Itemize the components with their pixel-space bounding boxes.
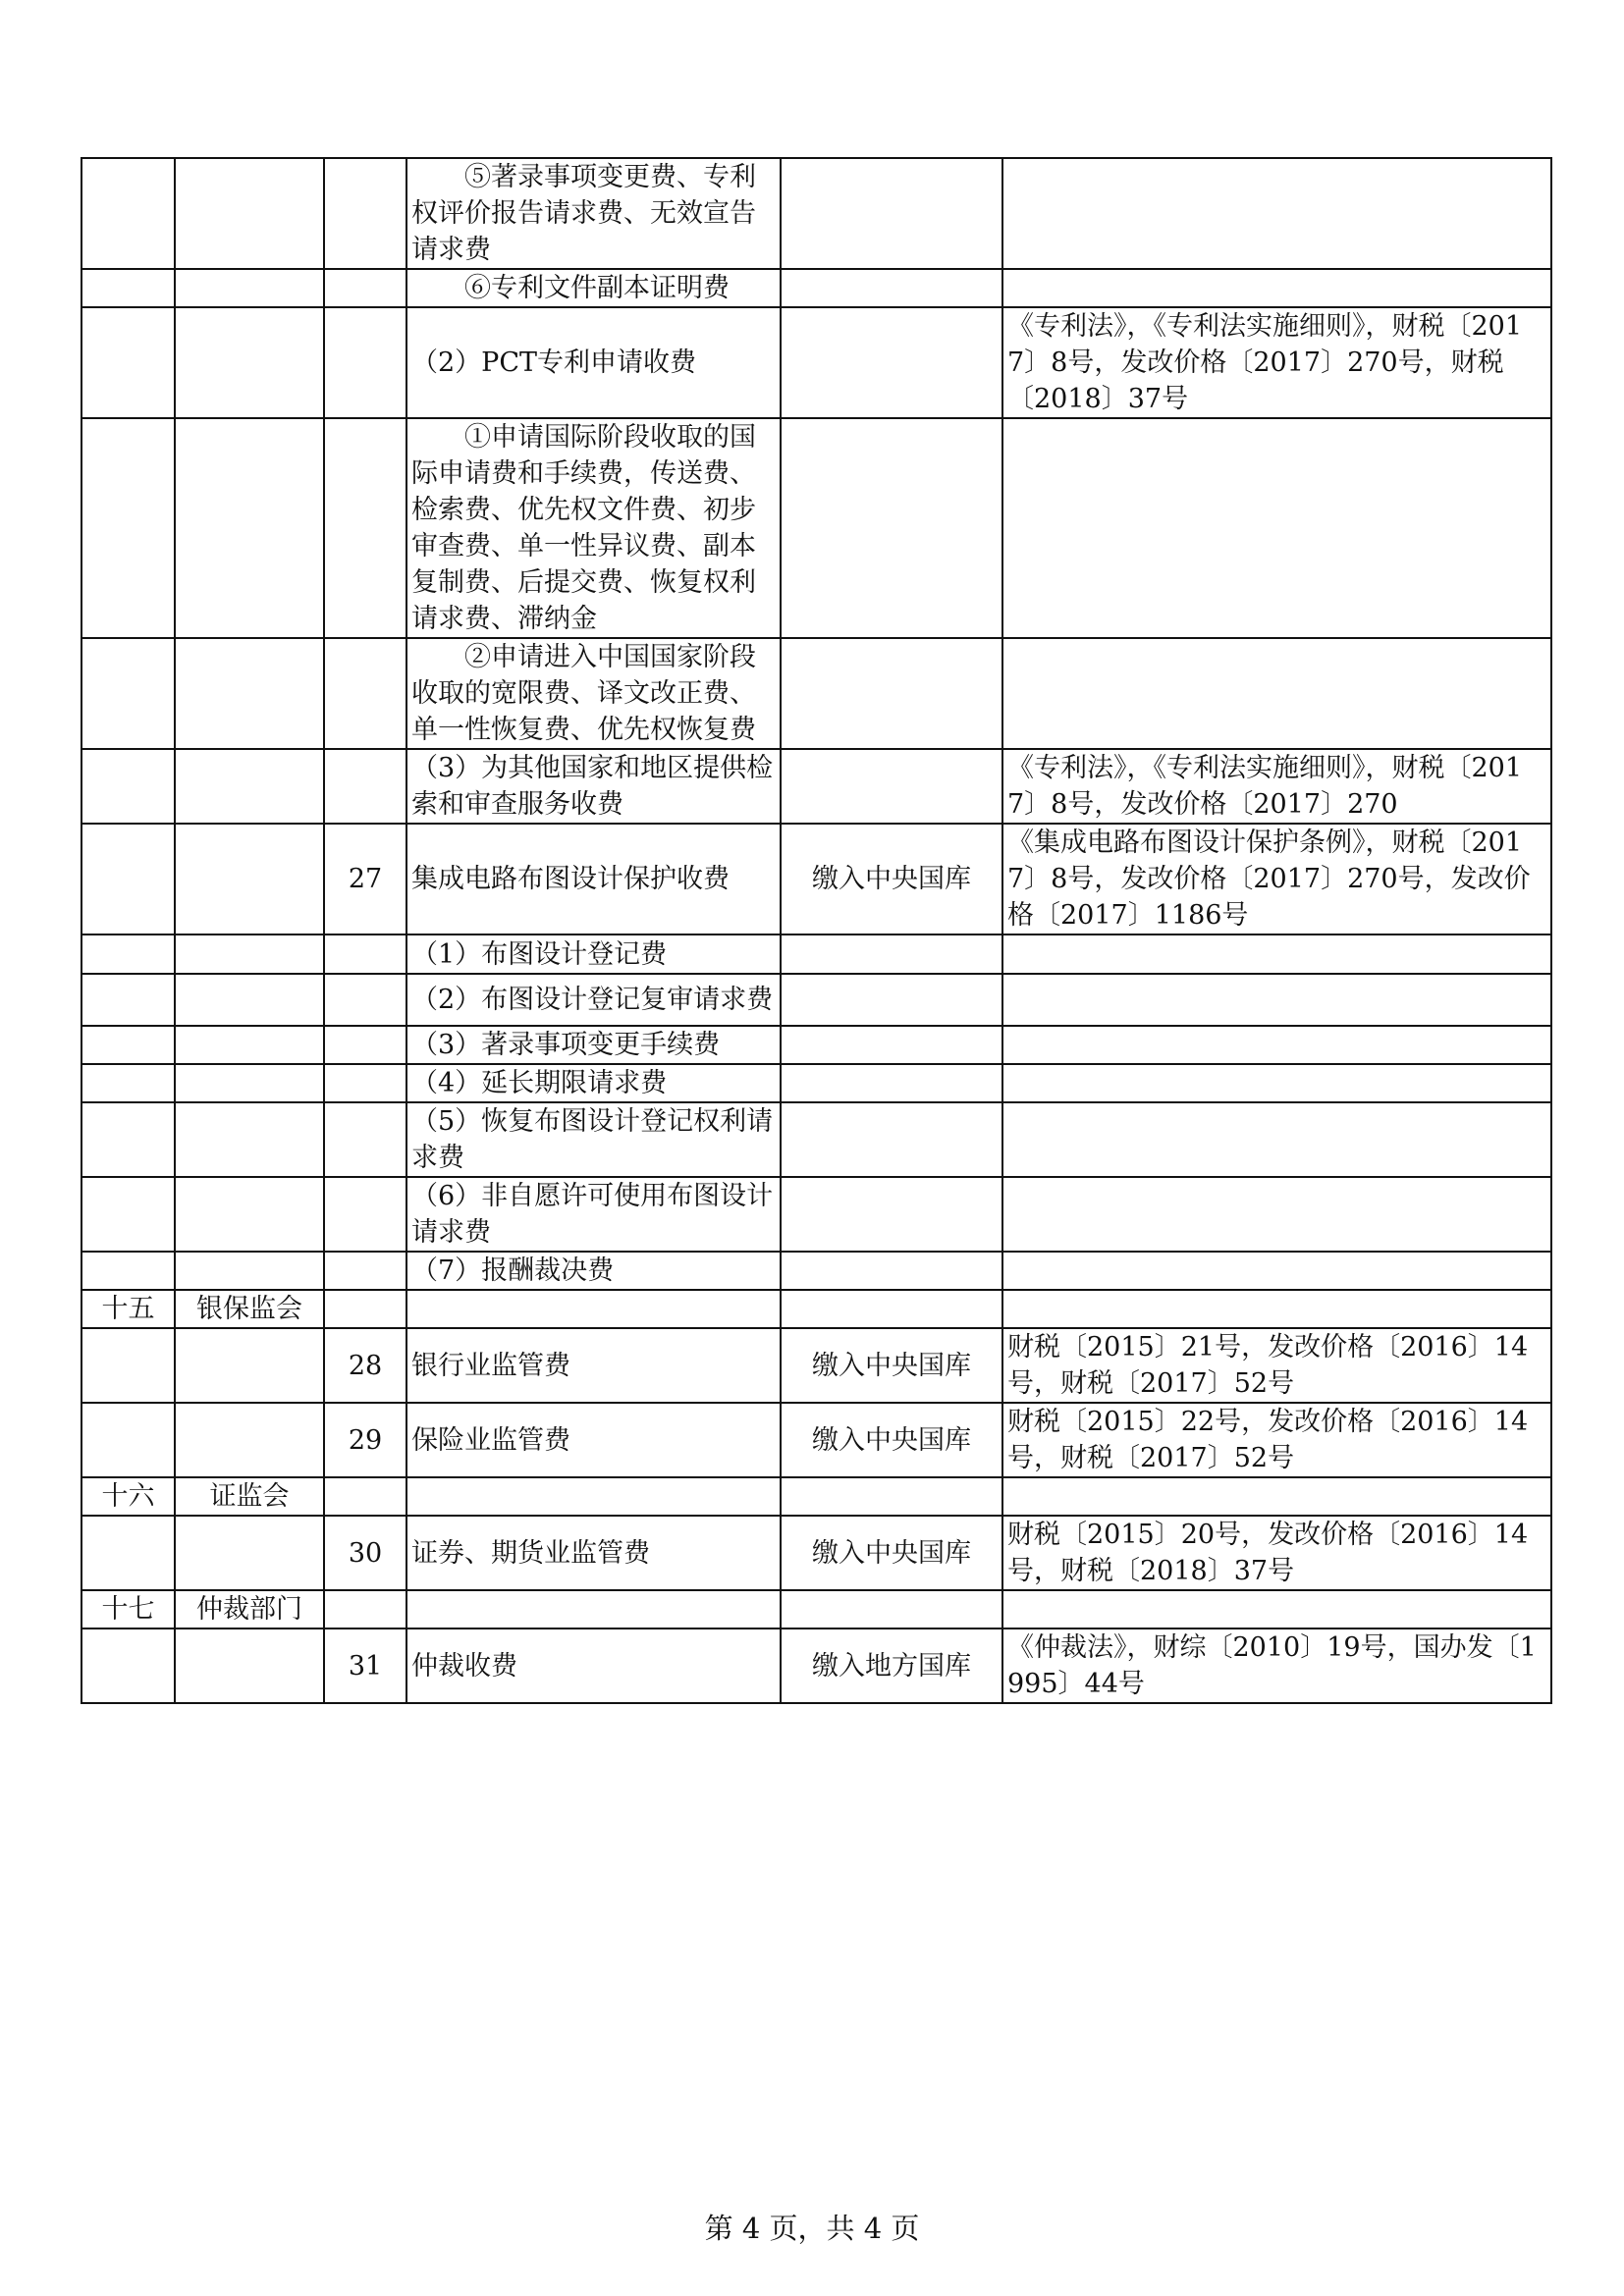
table-row: [81, 1252, 1551, 1290]
payment-destination-cell: [781, 158, 1002, 269]
legal-basis-cell: [1002, 1290, 1551, 1328]
fee-name-cell: ②申请进入中国国家阶段收取的宽限费、译文改正费、单一性恢复费、优先权恢复费: [406, 638, 781, 749]
table-row: [81, 638, 1551, 749]
fee-name-cell: （2）PCT专利申请收费: [406, 307, 781, 418]
item-number-cell: [324, 307, 406, 418]
item-number-cell: 29: [324, 1403, 406, 1477]
group-cell: [81, 1516, 175, 1590]
fee-name-cell: 集成电路布图设计保护收费: [406, 824, 781, 934]
department-cell: [175, 1328, 324, 1403]
group-cell: [81, 269, 175, 307]
department-cell: [175, 1252, 324, 1290]
table-row: [81, 974, 1551, 1026]
table-row: [81, 1177, 1551, 1252]
fee-name-cell: （2）布图设计登记复审请求费: [406, 974, 781, 1026]
table-row: [81, 1477, 1551, 1516]
item-number-cell: [324, 1102, 406, 1177]
legal-basis-cell: 《仲裁法》，财综〔2010〕19号，国办发〔1995〕44号: [1002, 1629, 1551, 1703]
item-number-cell: [324, 749, 406, 824]
fee-name-cell: （7）报酬裁决费: [406, 1252, 781, 1290]
department-cell: [175, 1629, 324, 1703]
payment-destination-cell: [781, 749, 1002, 824]
payment-destination-cell: [781, 307, 1002, 418]
item-number-cell: [324, 1177, 406, 1252]
legal-basis-cell: [1002, 974, 1551, 1026]
group-cell: [81, 934, 175, 974]
payment-destination-cell: [781, 1477, 1002, 1516]
item-number-cell: [324, 638, 406, 749]
fee-name-cell: ①申请国际阶段收取的国际申请费和手续费，传送费、检索费、优先权文件费、初步审查费、单一性异议费、副本复制费、后提交费、恢复权利请求费、滞纳金: [406, 418, 781, 638]
payment-destination-cell: [781, 934, 1002, 974]
group-cell: 十五: [81, 1290, 175, 1328]
fee-name-cell: （6）非自愿许可使用布图设计请求费: [406, 1177, 781, 1252]
department-cell: [175, 638, 324, 749]
department-cell: [175, 749, 324, 824]
table-row: [81, 1590, 1551, 1629]
fee-name-cell: 证券、期货业监管费: [406, 1516, 781, 1590]
group-cell: [81, 974, 175, 1026]
item-number-cell: [324, 418, 406, 638]
table-row: [81, 1403, 1551, 1477]
group-cell: [81, 1403, 175, 1477]
payment-destination-cell: [781, 1064, 1002, 1102]
payment-destination-cell: 缴入地方国库: [781, 1629, 1002, 1703]
table-row: [81, 158, 1551, 269]
payment-destination-cell: [781, 974, 1002, 1026]
fee-name-cell: （5）恢复布图设计登记权利请求费: [406, 1102, 781, 1177]
department-cell: [175, 307, 324, 418]
table-row: [81, 1290, 1551, 1328]
group-cell: [81, 1064, 175, 1102]
item-number-cell: [324, 1026, 406, 1064]
legal-basis-cell: 财税〔2015〕21号，发改价格〔2016〕14号，财税〔2017〕52号: [1002, 1328, 1551, 1403]
department-cell: [175, 974, 324, 1026]
legal-basis-cell: [1002, 269, 1551, 307]
fee-name-cell: 保险业监管费: [406, 1403, 781, 1477]
item-number-cell: [324, 1064, 406, 1102]
payment-destination-cell: [781, 1590, 1002, 1629]
payment-destination-cell: [781, 1252, 1002, 1290]
department-cell: [175, 1177, 324, 1252]
item-number-cell: [324, 1590, 406, 1629]
table-row: [81, 269, 1551, 307]
department-cell: [175, 1064, 324, 1102]
table-row: [81, 824, 1551, 934]
legal-basis-cell: [1002, 1064, 1551, 1102]
fee-table-body: [81, 158, 1551, 1703]
legal-basis-cell: 财税〔2015〕20号，发改价格〔2016〕14号，财税〔2018〕37号: [1002, 1516, 1551, 1590]
payment-destination-cell: [781, 1102, 1002, 1177]
group-cell: 十六: [81, 1477, 175, 1516]
group-cell: [81, 749, 175, 824]
legal-basis-cell: [1002, 1177, 1551, 1252]
table-row: [81, 1328, 1551, 1403]
group-cell: [81, 1177, 175, 1252]
payment-destination-cell: [781, 418, 1002, 638]
legal-basis-cell: 《专利法》，《专利法实施细则》，财税〔2017〕8号，发改价格〔2017〕270号，财税〔2018〕37号: [1002, 307, 1551, 418]
fee-name-cell: [406, 1590, 781, 1629]
fee-name-cell: 仲裁收费: [406, 1629, 781, 1703]
fee-name-cell: 银行业监管费: [406, 1328, 781, 1403]
item-number-cell: [324, 974, 406, 1026]
group-cell: [81, 1252, 175, 1290]
department-cell: [175, 934, 324, 974]
legal-basis-cell: [1002, 418, 1551, 638]
table-row: [81, 1064, 1551, 1102]
item-number-cell: [324, 1252, 406, 1290]
table-row: [81, 1629, 1551, 1703]
fee-name-cell: [406, 1477, 781, 1516]
fee-name-cell: ⑥专利文件副本证明费: [406, 269, 781, 307]
department-cell: [175, 1102, 324, 1177]
department-cell: 证监会: [175, 1477, 324, 1516]
department-cell: [175, 1516, 324, 1590]
group-cell: [81, 158, 175, 269]
department-cell: [175, 824, 324, 934]
group-cell: [81, 1629, 175, 1703]
item-number-cell: [324, 158, 406, 269]
legal-basis-cell: 《专利法》，《专利法实施细则》，财税〔2017〕8号，发改价格〔2017〕270: [1002, 749, 1551, 824]
group-cell: [81, 418, 175, 638]
table-row: [81, 1102, 1551, 1177]
table-row: [81, 307, 1551, 418]
payment-destination-cell: 缴入中央国库: [781, 1516, 1002, 1590]
legal-basis-cell: [1002, 638, 1551, 749]
fee-name-cell: [406, 1290, 781, 1328]
legal-basis-cell: [1002, 934, 1551, 974]
legal-basis-cell: 《集成电路布图设计保护条例》，财税〔2017〕8号，发改价格〔2017〕270号，发改价格〔2017〕1186号: [1002, 824, 1551, 934]
item-number-cell: [324, 1290, 406, 1328]
table-row: [81, 1026, 1551, 1064]
group-cell: [81, 1328, 175, 1403]
department-cell: [175, 158, 324, 269]
item-number-cell: 30: [324, 1516, 406, 1590]
item-number-cell: [324, 269, 406, 307]
table-row: [81, 418, 1551, 638]
legal-basis-cell: [1002, 1026, 1551, 1064]
department-cell: [175, 1026, 324, 1064]
group-cell: [81, 1026, 175, 1064]
table-row: [81, 934, 1551, 974]
payment-destination-cell: 缴入中央国库: [781, 1403, 1002, 1477]
fee-name-cell: ⑤著录事项变更费、专利权评价报告请求费、无效宣告请求费: [406, 158, 781, 269]
page-footer: 第 4 页，共 4 页: [704, 2212, 920, 2245]
group-cell: [81, 638, 175, 749]
fee-table: [81, 157, 1552, 1704]
department-cell: [175, 418, 324, 638]
legal-basis-cell: [1002, 1477, 1551, 1516]
legal-basis-cell: [1002, 1590, 1551, 1629]
item-number-cell: 27: [324, 824, 406, 934]
group-cell: [81, 307, 175, 418]
table-row: [81, 749, 1551, 824]
item-number-cell: [324, 1477, 406, 1516]
department-cell: 银保监会: [175, 1290, 324, 1328]
fee-name-cell: （3）著录事项变更手续费: [406, 1026, 781, 1064]
department-cell: 仲裁部门: [175, 1590, 324, 1629]
item-number-cell: [324, 934, 406, 974]
legal-basis-cell: 财税〔2015〕22号，发改价格〔2016〕14号，财税〔2017〕52号: [1002, 1403, 1551, 1477]
payment-destination-cell: 缴入中央国库: [781, 824, 1002, 934]
payment-destination-cell: [781, 1026, 1002, 1064]
group-cell: [81, 1102, 175, 1177]
fee-name-cell: （4）延长期限请求费: [406, 1064, 781, 1102]
fee-name-cell: （3）为其他国家和地区提供检索和审查服务收费: [406, 749, 781, 824]
department-cell: [175, 269, 324, 307]
legal-basis-cell: [1002, 1252, 1551, 1290]
payment-destination-cell: [781, 638, 1002, 749]
item-number-cell: 28: [324, 1328, 406, 1403]
group-cell: 十七: [81, 1590, 175, 1629]
payment-destination-cell: 缴入中央国库: [781, 1328, 1002, 1403]
payment-destination-cell: [781, 1290, 1002, 1328]
group-cell: [81, 824, 175, 934]
payment-destination-cell: [781, 1177, 1002, 1252]
payment-destination-cell: [781, 269, 1002, 307]
table-row: [81, 1516, 1551, 1590]
fee-name-cell: （1）布图设计登记费: [406, 934, 781, 974]
legal-basis-cell: [1002, 1102, 1551, 1177]
item-number-cell: 31: [324, 1629, 406, 1703]
department-cell: [175, 1403, 324, 1477]
legal-basis-cell: [1002, 158, 1551, 269]
